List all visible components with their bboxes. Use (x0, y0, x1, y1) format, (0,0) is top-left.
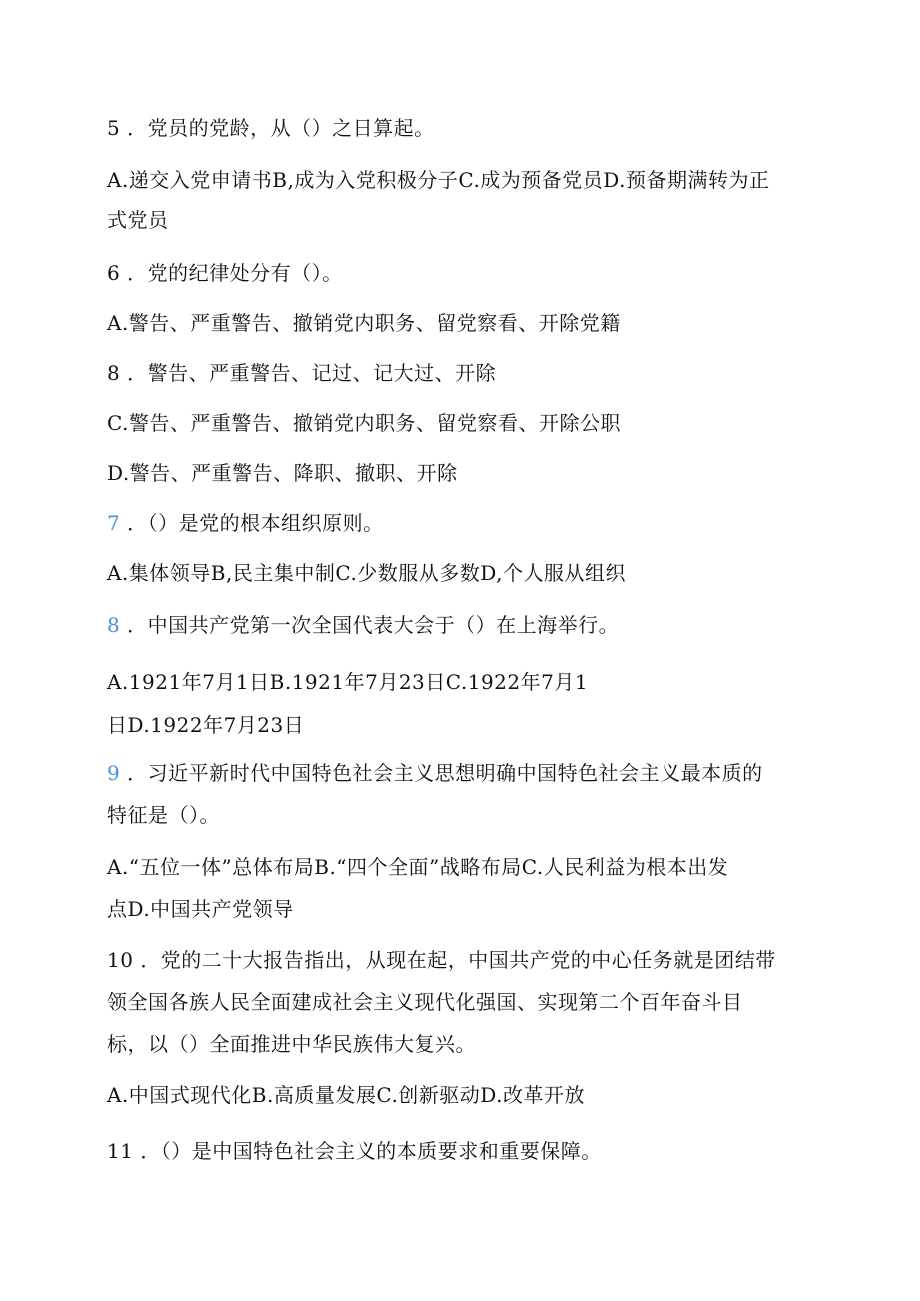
question-number: 6 (107, 261, 121, 285)
question-6-option-a: A.警告、严重警告、撤销党内职务、留党察看、开除党籍 (107, 311, 621, 335)
question-10-stem-line-3: 标，以（）全面推进中华民族伟大复兴。 (107, 1032, 476, 1056)
question-9-options-line-1: A.“五位一体”总体布局B.“四个全面”战略布局C.人民利益为根本出发 (107, 855, 729, 879)
question-number: 9 (107, 761, 121, 785)
question-6-option-d: D.警告、严重警告、降职、撤职、开除 (107, 461, 458, 485)
question-10-stem-line-1 (107, 945, 807, 975)
question-10-stem-line-2: 领全国各族人民全面建成社会主义现代化强国、实现第二个百年奋斗目 (107, 990, 743, 1014)
question-6-option-c: C.警告、严重警告、撤销党内职务、留党察看、开除公职 (107, 411, 621, 435)
question-text: ．中国共产党第一次全国代表大会于（）在上海举行。 (127, 613, 620, 637)
question-8-options-line-2: 日D.1922年7月23日 (107, 713, 305, 737)
question-text: ．党的二十大报告指出，从现在起，中国共产党的中心任务就是团结带 (140, 948, 776, 972)
question-number: 5 (107, 116, 121, 140)
question-6-option-b: 8 ．警告、严重警告、记过、记大过、开除 (107, 361, 497, 385)
question-text: ．（）是中国特色社会主义的本质要求和重要保障。 (140, 1139, 602, 1163)
question-8-options-line-1: A.1921年7月1日B.1921年7月23日C.1922年7月1 (107, 670, 589, 694)
question-11-stem (107, 1136, 807, 1166)
question-5-options-line-2: 式党员 (107, 208, 169, 232)
question-number: 7 (107, 511, 121, 535)
question-text: ．党的纪律处分有（）。 (127, 261, 343, 285)
question-6-stem (107, 258, 807, 288)
question-text: ．习近平新时代中国特色社会主义思想明确中国特色社会主义最本质的 (127, 761, 763, 785)
question-number: 8 (107, 613, 121, 637)
question-text: ．（）是党的根本组织原则。 (127, 511, 384, 535)
question-5-options-line-1: A.递交入党申请书B,成为入党积极分子C.成为预备党员D.预备期满转为正 (107, 168, 770, 192)
question-8-stem (107, 610, 807, 640)
question-text: ．党员的党龄，从（）之日算起。 (127, 116, 435, 140)
question-10-options: A.中国式现代化B.高质量发展C.创新驱动D.改革开放 (107, 1083, 585, 1107)
question-9-stem-line-2: 特征是（）。 (107, 803, 220, 827)
question-7-options: A.集体领导B,民主集中制C.少数服从多数D,个人服从组织 (107, 561, 626, 585)
question-9-stem-line-1 (107, 758, 807, 788)
question-number: 10 (107, 948, 134, 972)
question-9-options-line-2: 点D.中国共产党领导 (107, 897, 294, 921)
question-number: 11 (107, 1139, 134, 1163)
question-5-stem (107, 113, 807, 143)
question-7-stem (107, 508, 807, 538)
